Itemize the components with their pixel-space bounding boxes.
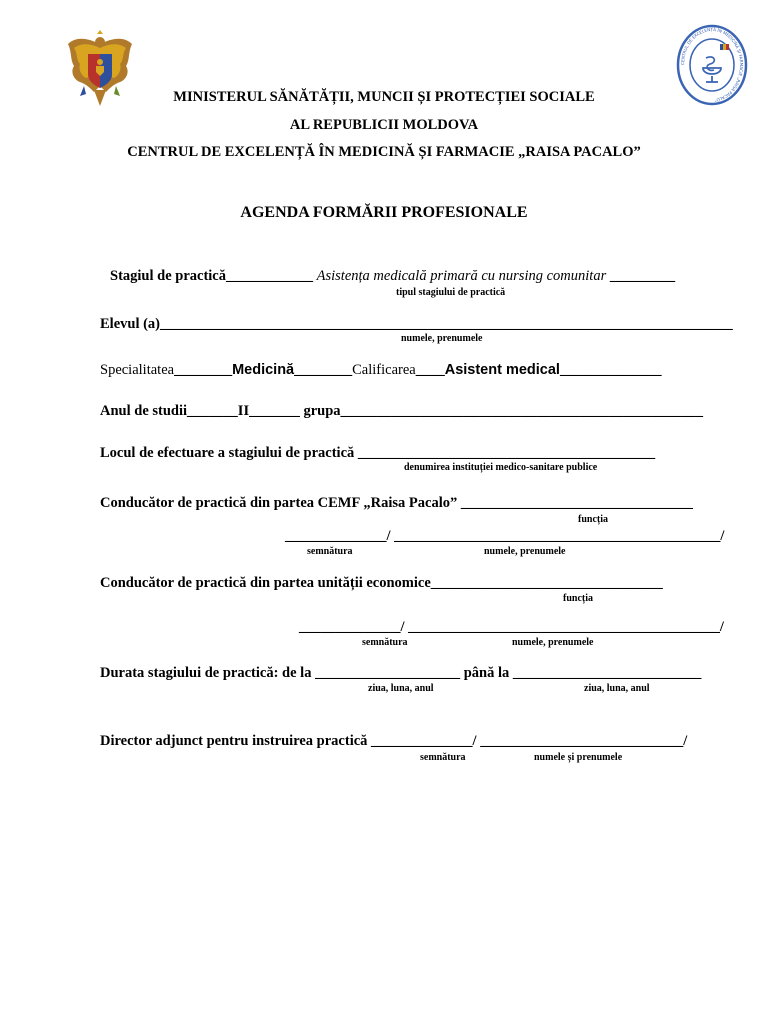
anul-value: II	[237, 403, 250, 419]
conducator-unitate-label: Conducător de practică din partea unității economice	[100, 575, 431, 591]
director-nume-caption: numele și prenumele	[534, 752, 623, 763]
svg-text:CENTRUL DE EXCELENȚĂ ÎN MEDICI: CENTRUL DE EXCELENȚĂ ÎN MEDICINĂ ȘI FARMACIE „RAISA PACALO”	[679, 26, 745, 103]
anul-gap2: _______	[249, 403, 300, 419]
calificarea-gap: ____	[415, 362, 445, 378]
stagiu-value: Asistența medicală primară cu nursing comunitar	[316, 268, 607, 284]
director-semnatura-caption: semnătura	[420, 752, 466, 763]
elevul-label: Elevul (a)	[100, 316, 161, 332]
specialitate-label: Specialitatea	[100, 362, 175, 378]
conducator-cemf-semnatura-caption: semnătura	[307, 546, 353, 557]
grupa-label: grupa	[303, 403, 341, 419]
anul-label: Anul de studii	[100, 403, 188, 419]
conducator-unitate-line: ________________________________	[430, 575, 663, 591]
header-ministry: MINISTERUL SĂNĂTĂȚII, MUNCII ȘI PROTECȚIEI SOCIALE	[173, 89, 595, 105]
conducator-cemf-line: ________________________________	[460, 495, 693, 511]
conducator-cemf-functia-caption: funcția	[578, 514, 608, 525]
stagiu-line-post: _________	[609, 268, 676, 284]
conducator-cemf-row	[100, 495, 693, 512]
durata-from-caption: ziua, luna, anul	[368, 683, 434, 694]
director-signature-line: ______________/ ____________________________/	[371, 733, 688, 749]
locul-row	[100, 445, 655, 462]
durata-line-from: ____________________	[315, 665, 461, 681]
durata-label: Durata stagiului de practică: de la	[100, 665, 312, 681]
conducator-unitate-semnatura-caption: semnătura	[362, 637, 408, 648]
stagiu-line-pre: ____________	[226, 268, 313, 284]
header-center: CENTRUL DE EXCELENȚĂ ÎN MEDICINĂ ȘI FARMACIE „RAISA PACALO”	[127, 144, 641, 160]
anul-gap1: _______	[187, 403, 238, 419]
conducator-cemf-nume-caption: numele, prenumele	[484, 546, 566, 557]
durata-label-to: până la	[463, 665, 510, 681]
elevul-row	[100, 316, 733, 333]
elevul-caption: numele, prenumele	[401, 333, 483, 344]
director-label: Director adjunct pentru instruirea practică	[100, 733, 368, 749]
stagiu-label: Stagiul de practică	[110, 268, 226, 284]
stagiu-row	[110, 268, 675, 285]
conducator-unitate-nume-caption: numele, prenumele	[512, 637, 594, 648]
calificarea-label: Calificarea	[352, 362, 416, 378]
elevul-line: _______________________________________________________________________________	[160, 316, 733, 332]
document-title: AGENDA FORMĂRII PROFESIONALE	[240, 204, 528, 221]
calificarea-line: ______________	[559, 362, 662, 378]
locul-label: Locul de efectuare a stagiului de practică	[100, 445, 355, 461]
stagiu-caption: tipul stagiului de practică	[396, 287, 506, 298]
conducator-unitate-signature-line: ______________/ ___________________________________________/	[299, 619, 724, 635]
durata-line-to: __________________________	[512, 665, 702, 681]
calificarea-value: Asistent medical	[444, 362, 560, 378]
specialitate-value: Medicină	[232, 362, 295, 378]
durata-row	[100, 665, 701, 682]
conducator-unitate-row	[100, 575, 663, 592]
locul-caption: denumirea instituției medico-sanitare publice	[404, 462, 598, 473]
specialitate-row	[100, 362, 661, 379]
locul-line: _________________________________________	[357, 445, 656, 461]
grupa-line: __________________________________________________	[340, 403, 704, 419]
specialitate-gap1: ________	[174, 362, 233, 378]
anul-row	[100, 403, 703, 420]
specialitate-gap2: ________	[294, 362, 353, 378]
durata-to-caption: ziua, luna, anul	[584, 683, 650, 694]
conducator-cemf-label: Conducător de practică din partea CEMF „Raisa Pacalo”	[100, 495, 458, 511]
director-row	[100, 733, 687, 750]
conducator-unitate-functia-caption: funcția	[563, 593, 593, 604]
header-republic: AL REPUBLICII MOLDOVA	[289, 117, 479, 133]
conducator-cemf-signature-line: ______________/ _____________________________________________/	[285, 528, 725, 544]
